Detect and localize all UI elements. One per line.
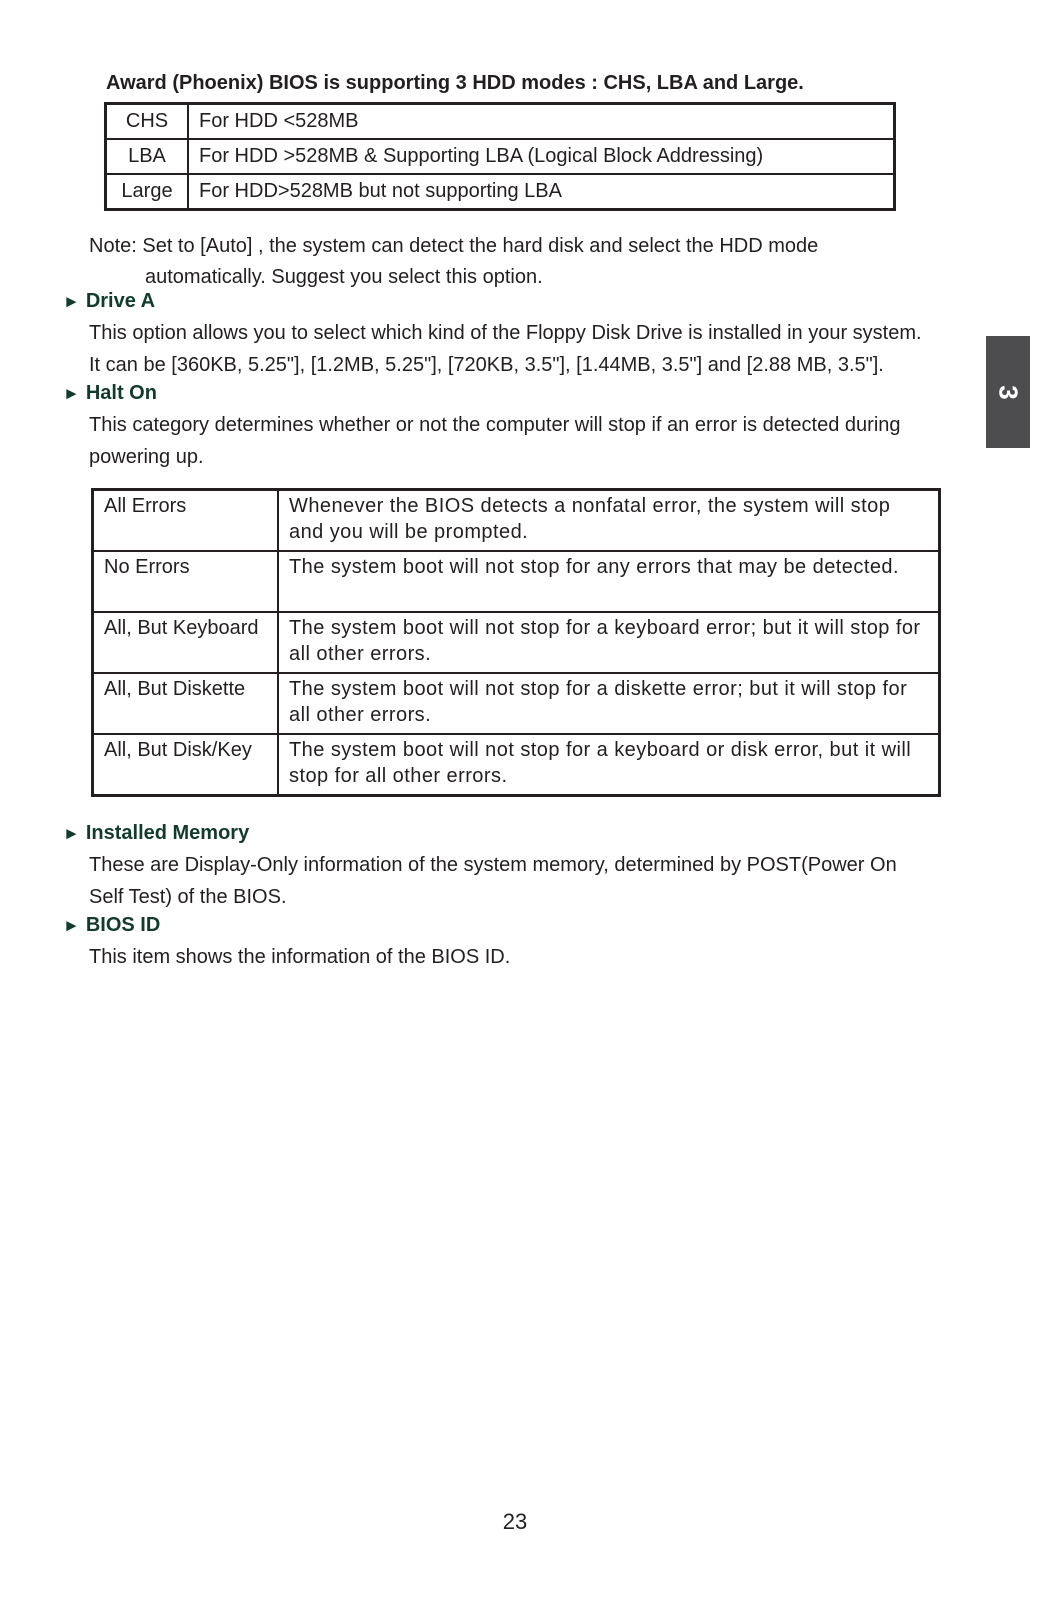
- paragraph-line: This item shows the information of the BIOS ID.: [89, 946, 511, 968]
- table-row: [93, 673, 940, 734]
- section-title-text: Installed Memory: [85, 822, 250, 844]
- table-row: [93, 734, 940, 796]
- section-title-bios-id: [63, 914, 160, 937]
- halt-on-description: [89, 409, 979, 473]
- halt-option-description-cell: The system boot will not stop for a keyboard error; but it will stop for all other errors.: [278, 612, 940, 673]
- halt-option-cell: All, But Keyboard: [93, 612, 279, 673]
- note-line: automatically. Suggest you select this option.: [145, 266, 543, 288]
- hdd-modes-heading: Award (Phoenix) BIOS is supporting 3 HDD modes : CHS, LBA and Large.: [106, 72, 804, 94]
- halt-option-description-cell: Whenever the BIOS detects a nonfatal error, the system will stop and you will be prompted.: [278, 490, 940, 552]
- table-row: [93, 612, 940, 673]
- paragraph-line: This option allows you to select which kind of the Floppy Disk Drive is installed in your system.: [89, 322, 922, 344]
- halt-on-table: [91, 488, 941, 797]
- note-line: Note: Set to [Auto] , the system can detect the hard disk and select the HDD mode: [89, 235, 819, 257]
- section-title-installed-memory: [63, 822, 249, 845]
- triangle-bullet-icon: ►: [63, 384, 80, 403]
- halt-option-cell: All, But Disk/Key: [93, 734, 279, 796]
- hdd-mode-cell: CHS: [106, 104, 189, 140]
- table-row: [106, 104, 895, 140]
- chapter-number: 3: [993, 384, 1024, 400]
- triangle-bullet-icon: ►: [63, 824, 80, 843]
- halt-option-cell: All, But Diskette: [93, 673, 279, 734]
- hdd-mode-cell: Large: [106, 174, 189, 210]
- table-row: [93, 490, 940, 552]
- section-title-drive-a: [63, 290, 155, 313]
- hdd-mode-description-cell: For HDD <528MB: [188, 104, 895, 140]
- hdd-mode-description-cell: For HDD>528MB but not supporting LBA: [188, 174, 895, 210]
- section-title-text: Halt On: [85, 382, 157, 404]
- section-title-text: Drive A: [85, 290, 156, 312]
- table-row: [106, 139, 895, 174]
- bios-id-description: [89, 941, 979, 973]
- paragraph-line: Self Test) of the BIOS.: [89, 886, 287, 908]
- halt-option-description-cell: The system boot will not stop for a diskette error; but it will stop for all other errors.: [278, 673, 940, 734]
- table-row: [93, 551, 940, 612]
- paragraph-line: It can be [360KB, 5.25"], [1.2MB, 5.25"], [720KB, 3.5"], [1.44MB, 3.5"] and [2.88 MB, 3.5"].: [89, 354, 884, 376]
- hdd-mode-cell: LBA: [106, 139, 189, 174]
- drive-a-description: [89, 317, 979, 381]
- triangle-bullet-icon: ►: [63, 916, 80, 935]
- hdd-mode-note: [89, 231, 969, 293]
- page-number: 23: [502, 1509, 528, 1534]
- halt-option-cell: No Errors: [93, 551, 279, 612]
- section-title-text: BIOS ID: [85, 914, 161, 936]
- halt-option-description-cell: The system boot will not stop for a keyboard or disk error, but it will stop for all other errors.: [278, 734, 940, 796]
- installed-memory-description: [89, 849, 979, 913]
- paragraph-line: These are Display-Only information of the system memory, determined by POST(Power On: [89, 854, 897, 876]
- chapter-tab: [986, 336, 1030, 448]
- triangle-bullet-icon: ►: [63, 292, 80, 311]
- section-title-halt-on: [63, 382, 157, 405]
- paragraph-line: powering up.: [89, 446, 204, 468]
- halt-option-description-cell: The system boot will not stop for any errors that may be detected.: [278, 551, 940, 612]
- paragraph-line: This category determines whether or not the computer will stop if an error is detected during: [89, 414, 901, 436]
- table-row: [106, 174, 895, 210]
- halt-option-cell: All Errors: [93, 490, 279, 552]
- hdd-mode-description-cell: For HDD >528MB & Supporting LBA (Logical Block Addressing): [188, 139, 895, 174]
- hdd-modes-table: [104, 102, 896, 211]
